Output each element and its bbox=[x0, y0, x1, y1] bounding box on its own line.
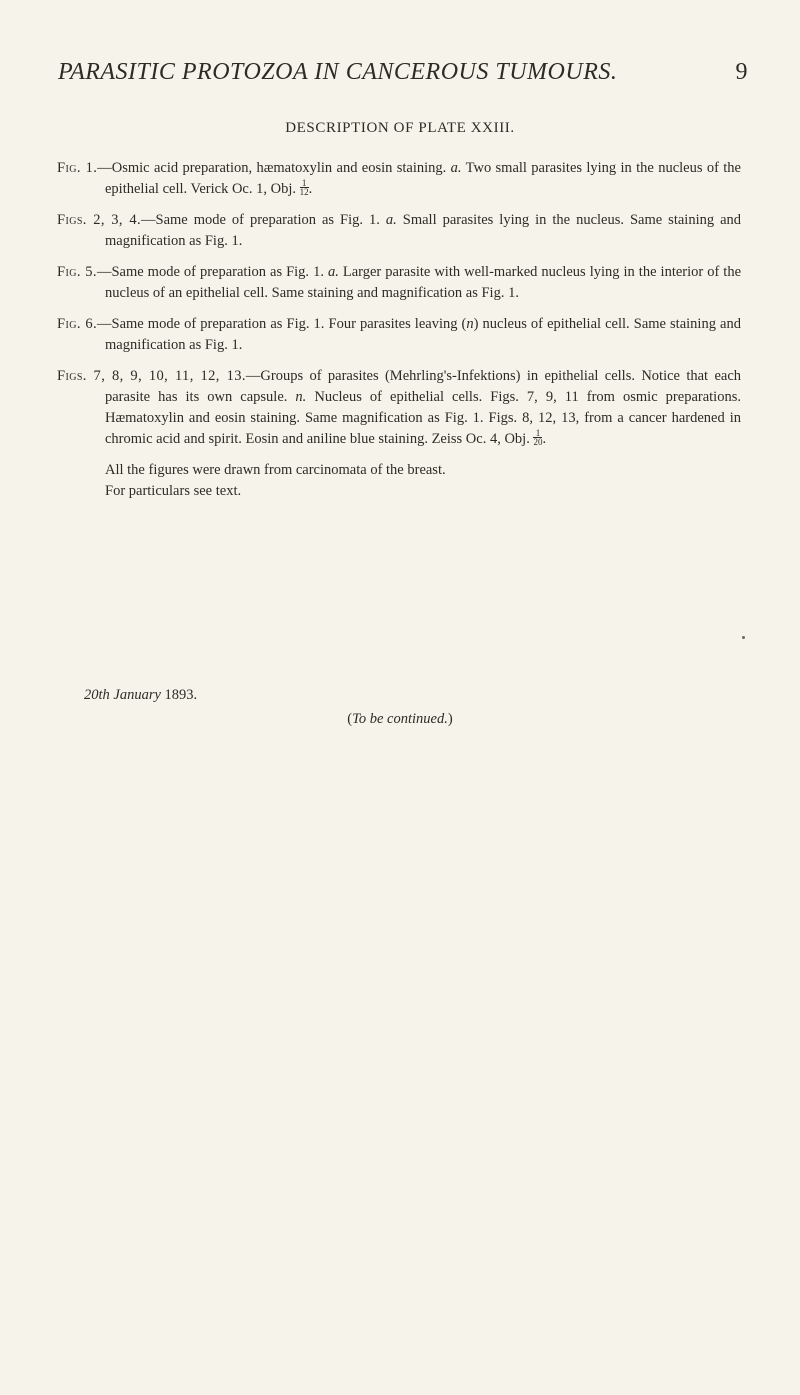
fraction-numerator: 1 bbox=[533, 429, 542, 438]
figure-label: Fig. 1. bbox=[57, 160, 98, 176]
date-day: 20th bbox=[84, 687, 110, 703]
entry-text: ) nucleus of epithelial cell. Same staining and magnification as Fig. 1. bbox=[105, 316, 741, 353]
figure-label: Figs. 2, 3, 4. bbox=[57, 212, 141, 228]
entry-marker: a. bbox=[385, 212, 397, 228]
entry-text: Larger parasite with well-marked nucleus lying in the interior of the nucleus of an epithelial cell. Same staining and magnification as Fig. 1. bbox=[105, 264, 742, 301]
entry-text: —Same mode of preparation as Fig. 1. Four parasites leaving ( bbox=[97, 316, 467, 332]
date-month: January bbox=[113, 687, 161, 703]
entry-text: —Groups of parasites (Mehrling's-Infektions) in epithelial cells. Notice that each parasite has its own capsule. bbox=[105, 368, 742, 405]
figure-label: Fig. 6. bbox=[57, 316, 97, 332]
entry-text: —Same mode of preparation as Fig. 1. bbox=[96, 264, 324, 280]
note-line: All the figures were drawn from carcinomata of the breast. bbox=[105, 462, 446, 478]
entry-text: Small parasites lying in the nucleus. Same staining and magnification as Fig. 1. bbox=[105, 212, 742, 249]
fraction-numerator: 1 bbox=[300, 179, 309, 188]
figure-label: Figs. 7, 8, 9, 10, 11, 12, 13. bbox=[57, 368, 246, 384]
entry-marker: a. bbox=[450, 160, 462, 176]
figure-entry-1 bbox=[57, 158, 741, 200]
continued-text: To be continued. bbox=[352, 711, 448, 727]
page-number: 9 bbox=[735, 59, 748, 85]
entry-end: . bbox=[308, 181, 313, 197]
note-line: For particulars see text. bbox=[105, 483, 242, 499]
entry-text: Nucleus of epithelial cells. Figs. 7, 9, 11 from osmic preparations. Hæmatoxylin and eosin staining. Same magnification as Fig. 1. Figs. 8, 12, 13, from a cancer hardened in chromic acid and spirit. Eosin and aniline blue staining. Zeiss Oc. 4, Obj. bbox=[105, 389, 741, 447]
running-title: PARASITIC PROTOZOA IN CANCEROUS TUMOURS. bbox=[58, 59, 618, 85]
stray-mark bbox=[742, 636, 745, 639]
figure-descriptions bbox=[57, 158, 741, 502]
objective-fraction bbox=[300, 179, 309, 196]
figure-label: Fig. 5. bbox=[57, 264, 97, 280]
figure-entry-2 bbox=[57, 210, 741, 252]
figure-entry-4 bbox=[57, 314, 741, 356]
paren-open: ( bbox=[347, 711, 353, 727]
date-year: 1893. bbox=[164, 687, 198, 703]
figure-entry-3 bbox=[57, 262, 741, 304]
entry-marker: n bbox=[466, 316, 474, 332]
date-line bbox=[84, 685, 197, 706]
entry-end: . bbox=[542, 431, 547, 447]
entry-text: —Same mode of preparation as Fig. 1. bbox=[141, 212, 380, 228]
paren-close: ) bbox=[447, 711, 453, 727]
fraction-denominator: 20 bbox=[533, 437, 543, 447]
entry-marker: a. bbox=[327, 264, 339, 280]
entry-marker: n. bbox=[295, 389, 307, 405]
fraction-denominator: 12 bbox=[299, 187, 309, 197]
entry-text: —Osmic acid preparation, hæmatoxylin and eosin staining. bbox=[97, 160, 447, 176]
notes bbox=[57, 460, 741, 502]
continued-note bbox=[0, 709, 800, 730]
entry-text: Two small parasites lying in the nucleus of the epithelial cell. Verick Oc. 1, Obj. bbox=[105, 160, 741, 197]
plate-heading: DESCRIPTION OF PLATE XXIII. bbox=[285, 120, 515, 136]
figure-entry-5 bbox=[57, 366, 741, 450]
